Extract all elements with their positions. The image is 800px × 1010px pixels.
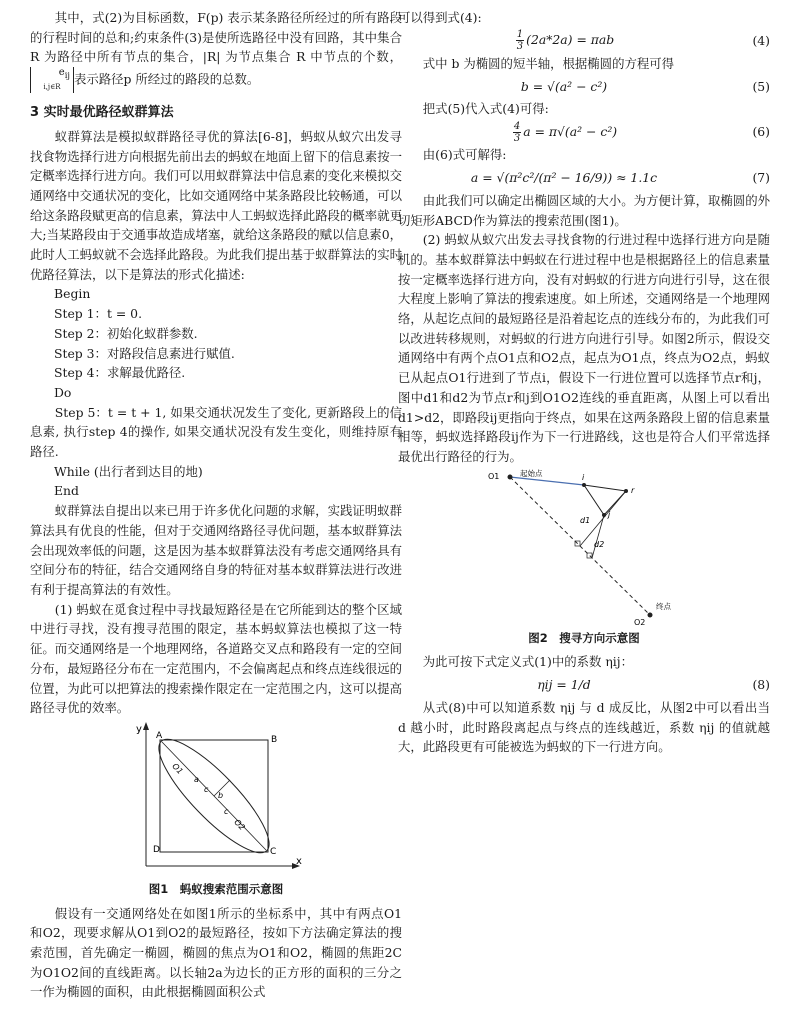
step-line: Step 3：对路段信息素进行赋值. xyxy=(54,345,235,361)
right-column xyxy=(398,8,770,757)
step-line: Begin xyxy=(54,286,91,302)
label-O2: O2 xyxy=(634,617,646,627)
intro-text-2: 表示路径p 所经过的路段的总数。 xyxy=(73,71,260,87)
algorithm-steps xyxy=(30,284,402,501)
figure-1-caption: 图1 蚂蚁搜索范围示意图 xyxy=(148,881,284,896)
abs-e: e xyxy=(58,67,65,79)
eq6-expr: a = π√(a² − c²) xyxy=(523,123,618,139)
eq4-expr: (2a*2a) = πab xyxy=(526,32,615,48)
algo-paragraph-3: (1) 蚂蚁在觅食过程中寻找最短路径是在它所能到达的整个区域中进行寻找，没有搜寻范围的限定，基本蚂蚁算法也模拟了这一特征。而交通网络是一个地理网络，各道路交叉点和路段有一定的空间分布，最短路径分布在一定范围内，不会偏离起点和终点连线很远的位置，为此可以把算法的搜索操作限定在一定范围之内，这可以提高路径寻优的效率。 xyxy=(30,601,402,716)
eq-intro: 可以得到式(4): xyxy=(398,10,482,25)
edge-count-symbol xyxy=(30,67,74,93)
eq6-den: 3 xyxy=(513,132,521,144)
intro-paragraph xyxy=(30,8,402,93)
path-o1-i xyxy=(510,477,584,485)
section-heading: 3 实时最优路径蚁群算法 xyxy=(30,105,174,121)
label-d2: d2 xyxy=(594,539,605,549)
eq8-number: (8) xyxy=(752,677,770,693)
paragraph-def: 为此可按下式定义式(1)中的系数 ηij： xyxy=(422,654,633,670)
paragraph-range: 由此我们可以确定出椭圆区域的大小。为方便计算，取椭圆的外切矩形ABCD作为算法的搜索范围(图1)。 xyxy=(398,192,770,228)
label-O1: O1 xyxy=(488,471,500,481)
left-column xyxy=(30,8,402,1002)
equation-4 xyxy=(398,28,770,54)
eq5-number: (5) xyxy=(752,78,770,94)
label-b: b xyxy=(218,790,224,800)
label-c2: c xyxy=(224,806,229,816)
eq5-expr: b = √(a² − c²) xyxy=(520,78,608,94)
corner-D: D xyxy=(153,844,160,855)
equation-7 xyxy=(398,165,770,191)
algo-paragraph-2: 蚁群算法自提出以来已用于许多优化问题的求解，实践证明蚁群算法具有优良的性能，但对于交通网络路径寻优问题，基本蚁群算法会出现效率低的问题，这是因为基本蚁群算法没有考虑交通网络具有空间分布的特征，结合交通网络自身的特征对基本蚁群算法进行改进有利于提高算法的有效性。 xyxy=(30,503,402,597)
abs-sub: ij xyxy=(64,70,70,81)
equation-5 xyxy=(398,73,770,99)
eq7-number: (7) xyxy=(752,169,770,185)
equation-6 xyxy=(398,119,770,145)
node-j xyxy=(602,513,606,517)
step-line: Do xyxy=(54,384,72,400)
eq8-expr: ηij = 1/d xyxy=(537,677,591,693)
y-axis-label: y xyxy=(136,723,142,735)
step-line: End xyxy=(54,483,79,499)
eq6-number: (6) xyxy=(752,124,770,140)
label-d1: d1 xyxy=(580,515,591,525)
eq6-fraction xyxy=(513,121,521,144)
node-O1 xyxy=(508,474,513,479)
eq4-num: 1 xyxy=(516,29,524,41)
eq7-expr: a = √(π²c²/(π² − 16/9)) ≈ 1.1c xyxy=(470,169,658,185)
step-line: Step 5：t = t + 1, 如果交通状况发生了变化, 更新路段上的信息素, 执行step 4的操作, 如果交通状况没有发生变化，则维持原有路径. xyxy=(30,404,402,460)
step-line: Step 4：求解最优路径. xyxy=(54,365,186,381)
eq4-number: (4) xyxy=(752,32,770,48)
step-line: Step 2：初始化蚁群参数. xyxy=(54,325,198,341)
label-a: a xyxy=(194,774,199,784)
corner-C: C xyxy=(270,846,277,857)
abs-bottom: i,j∈R xyxy=(43,83,61,92)
paragraph-last: 从式(8)中可以知道系数 ηij 与 d 成反比，从图2中可以看出当 d 越小时，此时路段离起点与终点的连线越近，系数 ηij 的值就越大，此路段更有可能被选为蚂蚁的下一行进方向。 xyxy=(398,700,770,755)
node-i xyxy=(582,483,586,487)
figure-2 xyxy=(474,467,694,627)
node-r xyxy=(624,489,628,493)
label-O1: O1 xyxy=(170,761,185,777)
equation-8 xyxy=(398,672,770,698)
corner-B: B xyxy=(271,734,278,745)
eq4-fraction xyxy=(516,29,524,52)
paragraph-solve: 由(6)式可解得: xyxy=(422,147,507,163)
figure-1 xyxy=(116,718,316,878)
algo-paragraph-4: 假设有一交通网络处在如图1所示的坐标系中，其中有两点O1和O2，现要求解从O1到O2的最短路径，按如下方法确定算法的搜索范围，首先确定一椭圆，椭圆的焦点为O1和O2，椭圆的焦距2C为O1O2间的直线距离。以长轴2a为边长的正方形的面积的三分之一作为椭圆的面积，由此根据椭圆面积公式 xyxy=(30,905,402,1000)
paragraph-b: 式中 b 为椭圆的短半轴，根据椭圆的方程可得 xyxy=(422,55,675,71)
label-i: i xyxy=(582,472,585,482)
perpendicular-d2 xyxy=(592,515,604,558)
step-line: While (出行者到达目的地) xyxy=(54,463,203,479)
node-O2 xyxy=(648,612,653,617)
label-end: 终点 xyxy=(656,601,671,611)
algo-paragraph-1: 蚁群算法是模拟蚁群路径寻优的算法[6-8]，蚂蚁从蚁穴出发寻找食物选择行进方向根据先前出去的蚂蚁在地面上留下的信息素按一定概率选择行进方向。我们可以用蚁群算法中信息素的变化来模拟交通网络中交通状况的变化，比如交通网络中某条路段比较畅通，可以给这条路段赋更高的信息素，算法中人工蚂蚁选择此路段的概率就更大;当某路段由于交通事故造成堵塞，就给这条路段的赋以信息素0，此时人工蚂蚁就不会选择此路段。为此我们提出基于蚁群算法的实时优路径算法，以下是算法的形式化描述: xyxy=(30,128,402,282)
x-axis-label: x xyxy=(296,855,302,867)
intro-text: 其中，式(2)为目标函数，F(p) 表示某条路径所经过的所有路段的行程时间的总和;约束条件(3)是使所选路径中没有回路，其中集合 R 为路径中所有节点的集合，|R| 为节点集合 R 中节点的个数， xyxy=(30,10,402,65)
label-r: r xyxy=(631,485,635,495)
step-line: Step 1：t = 0. xyxy=(54,306,143,322)
segment-i-j xyxy=(584,485,604,515)
label-j: j xyxy=(608,509,611,519)
corner-A: A xyxy=(156,730,163,741)
figure-2-caption: 图2 搜寻方向示意图 xyxy=(528,630,640,645)
eq6-num: 4 xyxy=(513,120,521,132)
segment-i-r xyxy=(584,485,626,491)
label-start: 起始点 xyxy=(520,468,543,478)
label-O2: O2 xyxy=(232,817,247,833)
label-c1: c xyxy=(204,784,209,794)
eq4-den: 3 xyxy=(516,41,524,53)
paragraph-direction: (2) 蚂蚁从蚁穴出发去寻找食物的行进过程中选择行进方向是随机的。基本蚁群算法中蚂蚁在行进过程中也是根据路径上的信息素量按一定概率选择行进方向，没有对蚂蚁的行进方向进行引导，这在很大程度上影响了算法的搜索速度。如上所述，交通网络是一个地理网络，从起讫点间的最短路径是沿着起讫点的连线分布的，为此我们可以改进转移规则，对蚂蚁的行进方向进行引导。如图2所示，假设交通网络中有两个点O1点和O2点，起点为O1点，终点为O2点，蚂蚁已从起点O1行进到了节点i，假设下一行进位置可以选择节点r和j，图中d1和d2为节点r和j到O1O2连线的垂直距离，从图上可以看出d1>d2，即路段ij更指向于终点，如果在这两条路段上留的信息素量相等，蚂蚁选择路段ij作为下一行进路线，这也是符合人们平常选择最优出行路径的行为。 xyxy=(398,232,770,464)
paragraph-sub: 把式(5)代入式(4)可得: xyxy=(422,101,549,117)
